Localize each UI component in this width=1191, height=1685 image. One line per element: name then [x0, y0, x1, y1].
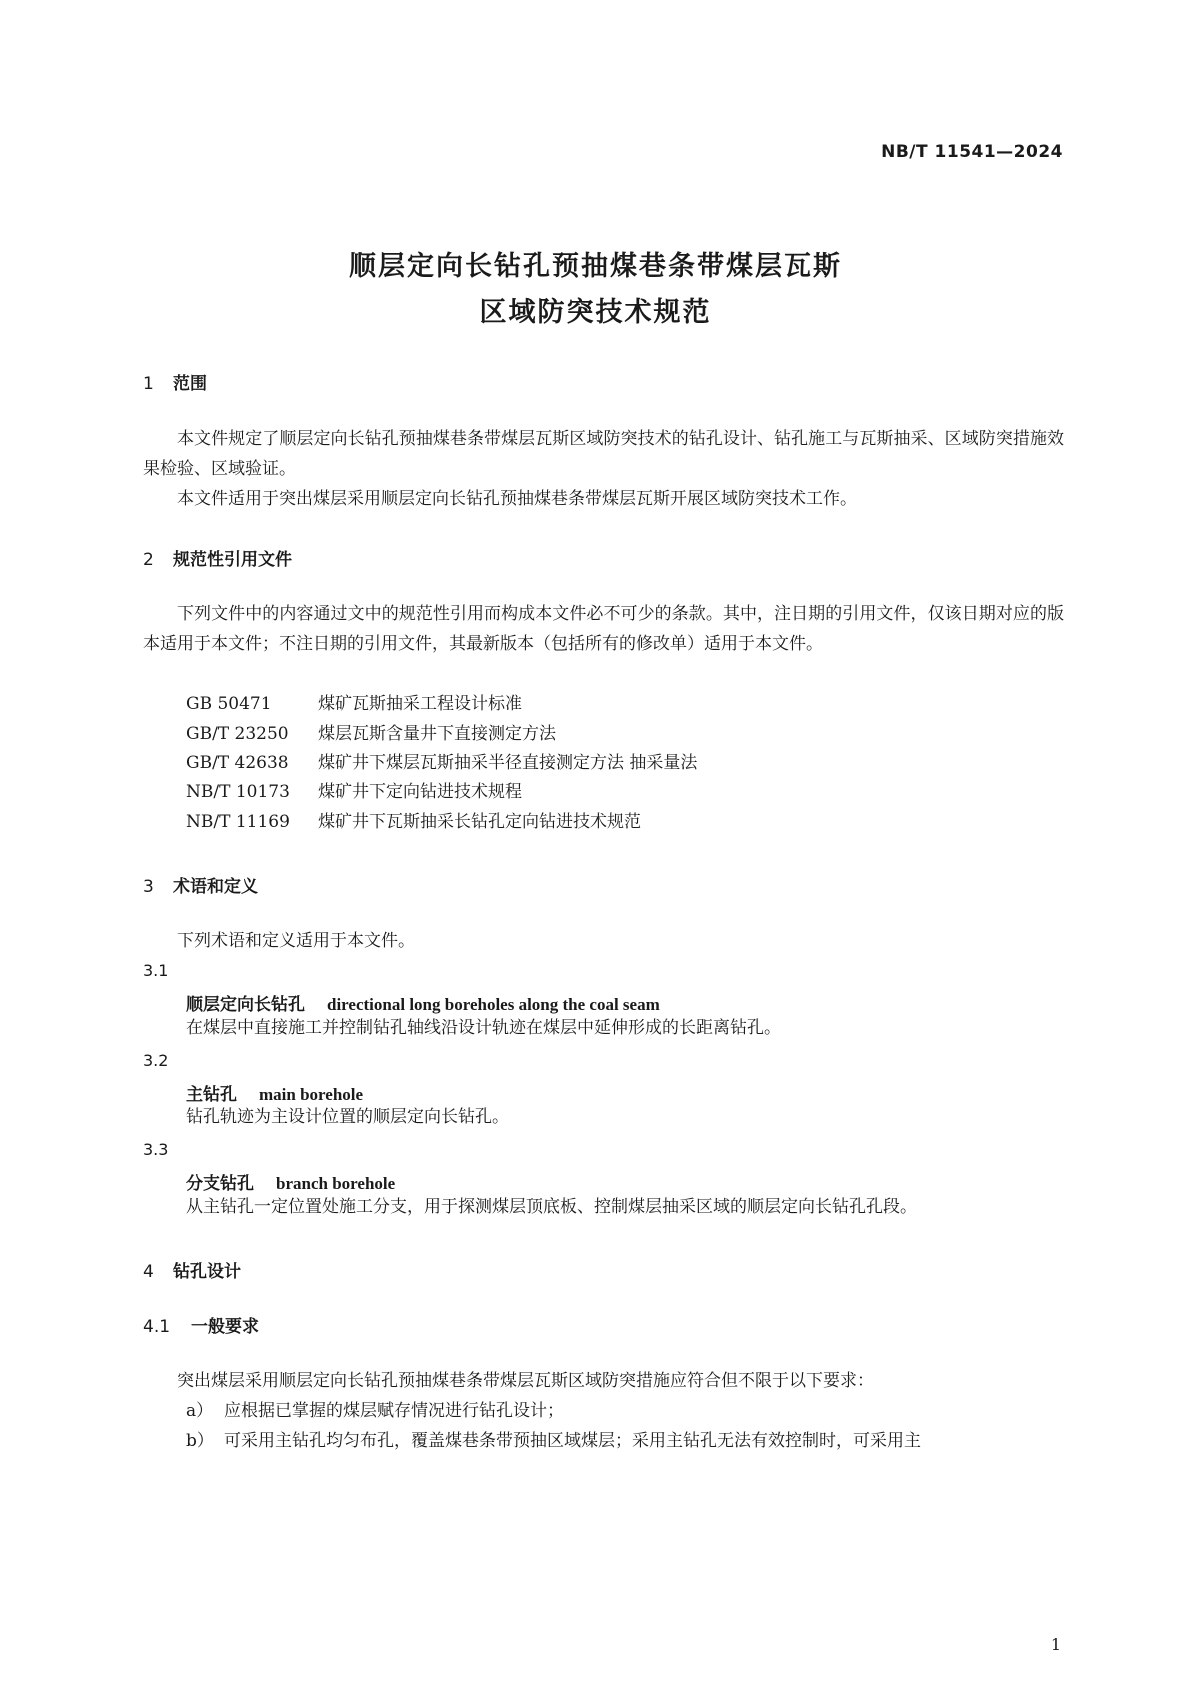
reference-code: GB/T 23250: [186, 724, 289, 744]
section-4-heading: [143, 1257, 241, 1282]
reference-item: [186, 777, 522, 807]
section-number: 1: [143, 374, 154, 394]
reference-item: [186, 748, 697, 778]
term-entry: [186, 990, 660, 1015]
term-en: branch borehole: [276, 1174, 396, 1193]
scope-paragraph-1: 本文件规定了顺层定向长钻孔预抽煤巷条带煤层瓦斯区域防突技术的钻孔设计、钻孔施工与瓦斯抽采、区域防突措施效果检验、区域验证。: [143, 429, 1064, 479]
section-title: 范围: [173, 374, 207, 394]
reference-code: NB/T 10173: [186, 782, 290, 802]
section-title: 钻孔设计: [173, 1262, 241, 1282]
document-title-line2: 区域防突技术规范: [479, 297, 712, 328]
reference-item: [186, 689, 522, 719]
term-definition: 在煤层中直接施工并控制钻孔轴线沿设计轨迹在煤层中延伸形成的长距离钻孔。: [186, 1018, 781, 1038]
section-number: 4: [143, 1262, 154, 1282]
normative-references-paragraph: 下列文件中的内容通过文中的规范性引用而构成本文件必不可少的条款。其中，注日期的引用文件，仅该日期对应的版本适用于本文件；不注日期的引用文件，其最新版本（包括所有的修改单）适用于本文件。: [143, 604, 1064, 654]
scope-paragraph-2: 本文件适用于突出煤层采用顺层定向长钻孔预抽煤巷条带煤层瓦斯开展区域防突技术工作。: [177, 489, 857, 509]
term-number: 3.3: [143, 1140, 169, 1159]
term-number: 3.2: [143, 1051, 169, 1070]
subsection-number: 4.1: [143, 1317, 171, 1337]
term-entry: [186, 1169, 395, 1194]
list-marker: a）: [186, 1401, 214, 1421]
list-text: 应根据已掌握的煤层赋存情况进行钻孔设计；: [224, 1401, 564, 1421]
terms-intro: 下列术语和定义适用于本文件。: [177, 931, 415, 951]
reference-item: [186, 719, 556, 749]
term-zh: 主钻孔: [186, 1085, 237, 1105]
term-zh: 分支钻孔: [186, 1174, 254, 1194]
page-number: 1: [1050, 1635, 1061, 1654]
reference-title: 煤矿瓦斯抽采工程设计标准: [318, 694, 522, 714]
section-title: 术语和定义: [173, 877, 258, 897]
list-item: [186, 1396, 564, 1426]
document-title-line1: 顺层定向长钻孔预抽煤巷条带煤层瓦斯: [349, 251, 842, 282]
list-marker: b）: [186, 1431, 214, 1451]
section-number: 2: [143, 550, 154, 570]
term-number: 3.1: [143, 961, 169, 980]
section-number: 3: [143, 877, 154, 897]
term-zh: 顺层定向长钻孔: [186, 995, 305, 1015]
list-item: [186, 1426, 921, 1456]
reference-title: 煤层瓦斯含量井下直接测定方法: [318, 724, 556, 744]
standard-code: NB/T 11541—2024: [881, 142, 1063, 162]
reference-title: 煤矿井下瓦斯抽采长钻孔定向钻进技术规范: [318, 812, 641, 832]
list-text: 可采用主钻孔均匀布孔，覆盖煤巷条带预抽区域煤层；采用主钻孔无法有效控制时，可采用主: [224, 1431, 921, 1451]
reference-item: [186, 807, 641, 837]
term-definition: 从主钻孔一定位置处施工分支，用于探测煤层顶底板、控制煤层抽采区域的顺层定向长钻孔孔段。: [186, 1197, 917, 1217]
section-3-heading: [143, 872, 258, 897]
term-definition: 钻孔轨迹为主设计位置的顺层定向长钻孔。: [186, 1107, 509, 1127]
section-title: 规范性引用文件: [173, 550, 292, 570]
reference-code: GB 50471: [186, 694, 272, 714]
reference-title: 煤矿井下定向钻进技术规程: [318, 782, 522, 802]
reference-code: NB/T 11169: [186, 812, 290, 832]
general-requirements-intro: 突出煤层采用顺层定向长钻孔预抽煤巷条带煤层瓦斯区域防突措施应符合但不限于以下要求：: [177, 1371, 874, 1391]
section-1-heading: [143, 369, 207, 394]
reference-title: 煤矿井下煤层瓦斯抽采半径直接测定方法 抽采量法: [318, 753, 698, 773]
term-en: main borehole: [259, 1085, 364, 1104]
subsection-4-1-heading: [143, 1312, 259, 1337]
reference-code: GB/T 42638: [186, 753, 289, 773]
section-2-heading: [143, 545, 292, 570]
term-en: directional long boreholes along the coal seam: [327, 995, 660, 1014]
subsection-title: 一般要求: [191, 1317, 259, 1337]
